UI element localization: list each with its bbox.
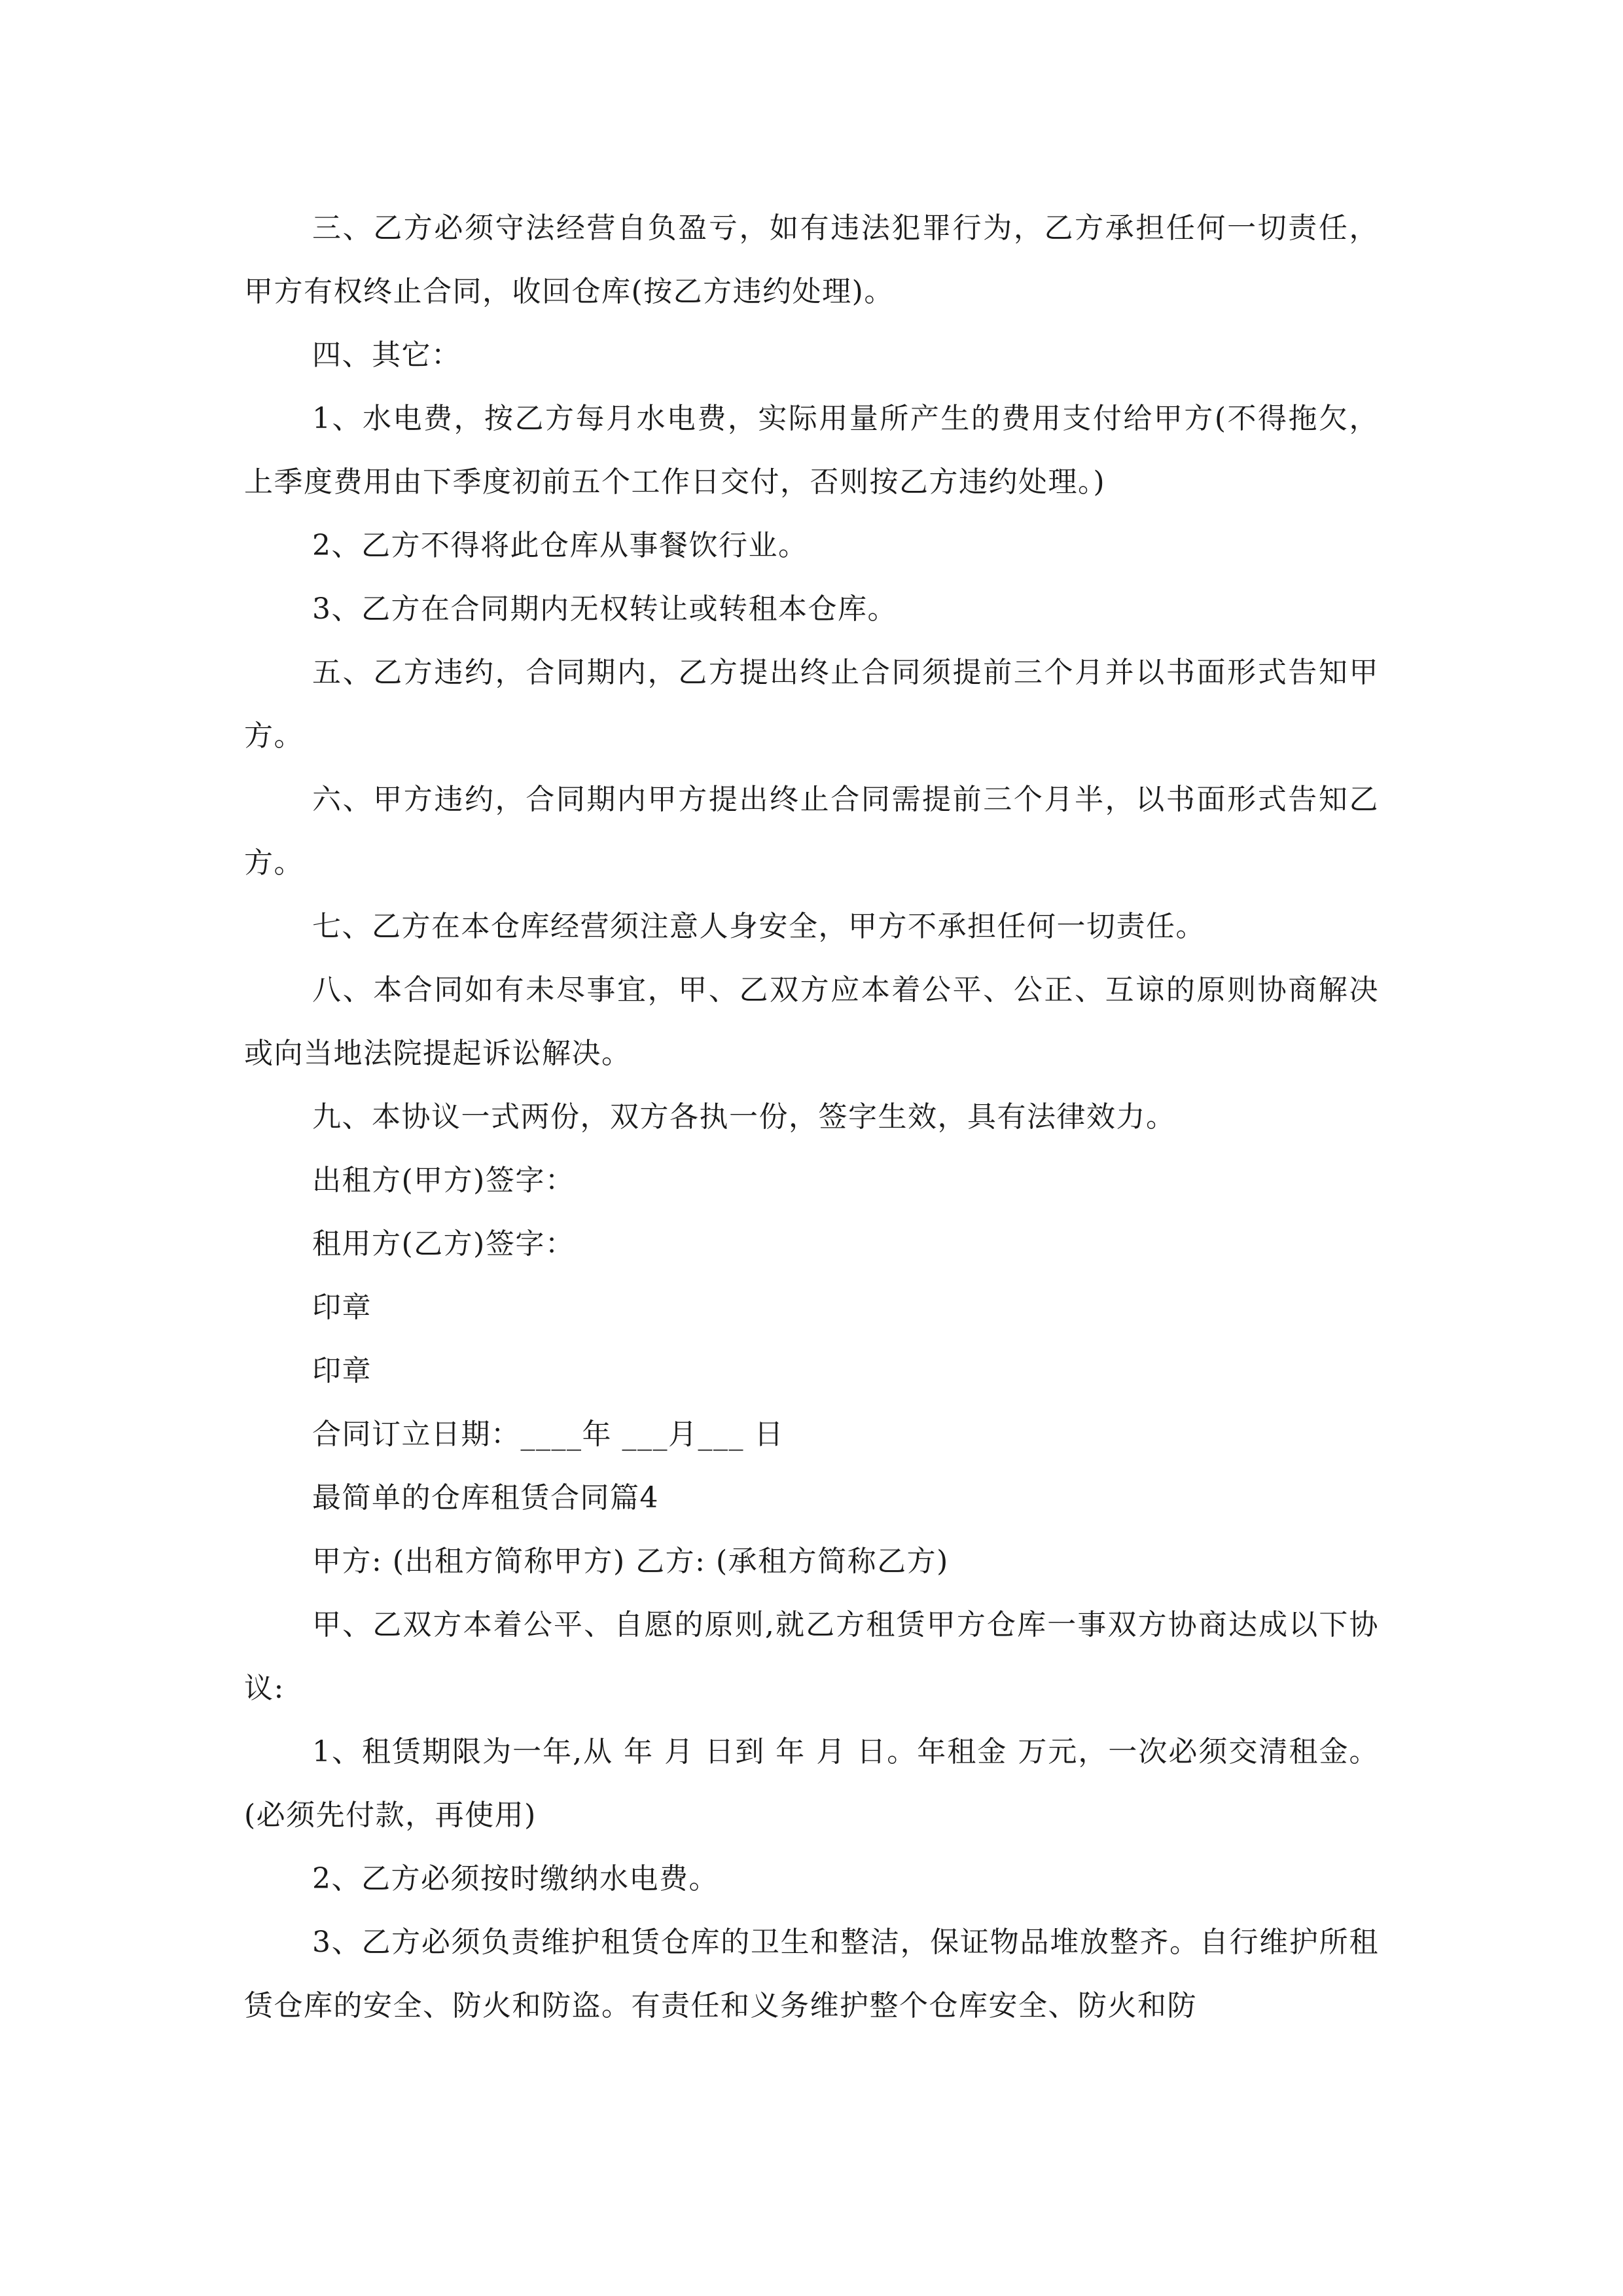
contract-date-line: 合同订立日期：____年 ___月___ 日 — [312, 1418, 784, 1451]
clause-3: 三、乙方必须守法经营自负盈亏，如有违法犯罪行为，乙方承担任何一切责任，甲方有权终止合同，收回仓库(按乙方违约处理)。 — [244, 211, 1379, 308]
parties-line: 甲方: (出租方简称甲方) 乙方: (承租方简称乙方) — [312, 1545, 949, 1578]
clause-4-item-2: 2、乙方不得将此仓库从事餐饮行业。 — [312, 529, 808, 562]
document-body — [244, 196, 1379, 2037]
clause-4-item-3: 3、乙方在合同期内无权转让或转租本仓库。 — [312, 592, 897, 626]
agreement-item-1: 1、租赁期限为一年,从 年 月 日到 年 月 日。年租金 万元，一次必须交清租金。(必须先付款，再使用) — [244, 1735, 1379, 1832]
clause-4-item-1: 1、水电费，按乙方每月水电费，实际用量所产生的费用支付给甲方(不得拖欠，上季度费用由下季度初前五个工作日交付，否则按乙方违约处理。) — [244, 402, 1379, 499]
clause-7: 七、乙方在本仓库经营须注意人身安全，甲方不承担任何一切责任。 — [312, 910, 1205, 943]
section-title: 最简单的仓库租赁合同篇4 — [312, 1481, 659, 1515]
agreement-item-2: 2、乙方必须按时缴纳水电费。 — [312, 1862, 719, 1895]
seal-line-1: 印章 — [312, 1291, 372, 1324]
lessee-signature-line: 租用方(乙方)签字： — [312, 1227, 575, 1261]
seal-line-2: 印章 — [312, 1354, 372, 1388]
agreement-intro: 甲、乙双方本着公平、自愿的原则,就乙方租赁甲方仓库一事双方协商达成以下协议: — [244, 1608, 1379, 1705]
clause-5: 五、乙方违约，合同期内，乙方提出终止合同须提前三个月并以书面形式告知甲方。 — [244, 656, 1379, 753]
clause-9: 九、本协议一式两份，双方各执一份，签字生效，具有法律效力。 — [312, 1100, 1176, 1134]
lessor-signature-line: 出租方(甲方)签字： — [312, 1164, 575, 1197]
clause-4-heading: 四、其它： — [312, 338, 461, 372]
clause-6: 六、甲方违约，合同期内甲方提出终止合同需提前三个月半，以书面形式告知乙方。 — [244, 783, 1379, 880]
agreement-item-3: 3、乙方必须负责维护租赁仓库的卫生和整洁，保证物品堆放整齐。自行维护所租赁仓库的安全、防火和防盗。有责任和义务维护整个仓库安全、防火和防 — [244, 1926, 1379, 2022]
clause-8: 八、本合同如有未尽事宜，甲、乙双方应本着公平、公正、互谅的原则协商解决或向当地法院提起诉讼解决。 — [244, 973, 1379, 1070]
